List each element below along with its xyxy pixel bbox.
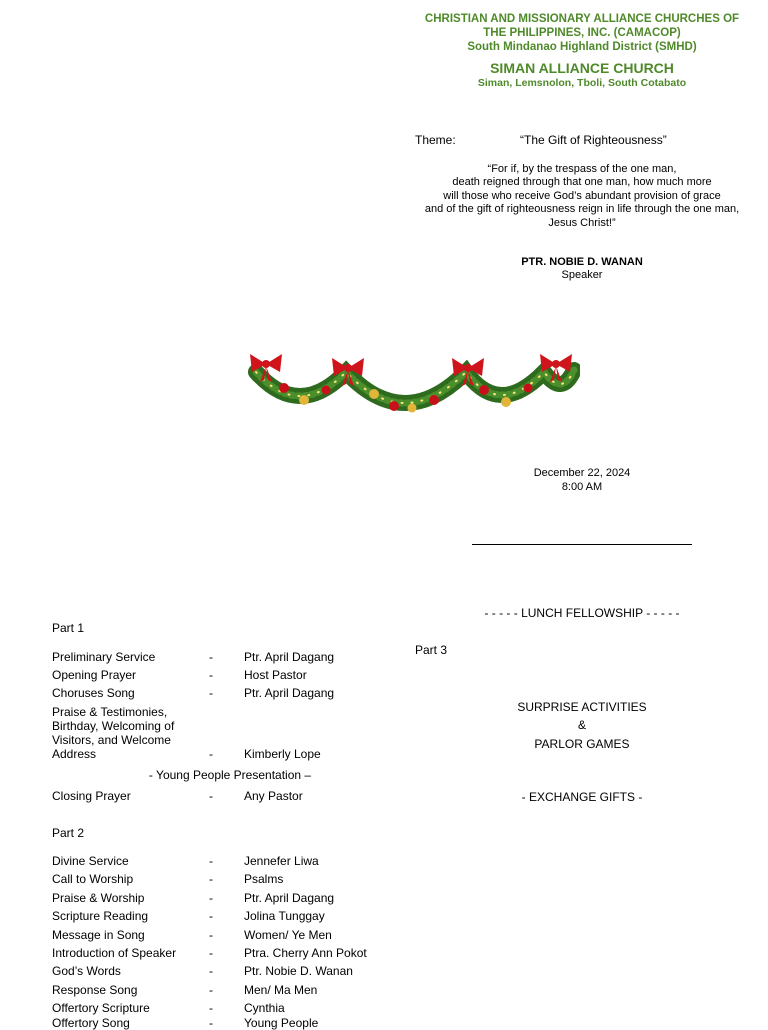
church-name: SIMAN ALLIANCE CHURCH bbox=[490, 60, 674, 76]
program-item: Call to Worship bbox=[52, 872, 134, 886]
program-dash: - bbox=[209, 983, 213, 997]
program-dash: - bbox=[209, 854, 213, 868]
program-item: Divine Service bbox=[52, 854, 129, 868]
verse-line: death reigned through that one man, how much more bbox=[452, 176, 712, 189]
program-person: Ptr. Nobie D. Wanan bbox=[244, 964, 353, 978]
program-item: Preliminary Service bbox=[52, 650, 156, 664]
program-item: Choruses Song bbox=[52, 686, 135, 700]
program-dash: - bbox=[209, 668, 213, 682]
church-address: Siman, Lemsnolon, Tboli, South Cotabato bbox=[477, 77, 687, 89]
theme-value: “The Gift of Righteousness” bbox=[520, 133, 667, 147]
program-dash: - bbox=[209, 964, 213, 978]
org-name bbox=[404, 12, 760, 40]
program-dash: - bbox=[209, 872, 213, 886]
speaker-name: PTR. NOBIE D. WANAN bbox=[521, 256, 643, 268]
verse-line: will those who receive God’s abundant provision of grace bbox=[443, 189, 721, 202]
program-person: Kimberly Lope bbox=[244, 747, 321, 761]
program-person: Ptr. April Dagang bbox=[244, 891, 335, 905]
program-dash: - bbox=[209, 686, 213, 700]
program-person: Psalms bbox=[244, 872, 284, 886]
program-person: Young People bbox=[244, 1016, 319, 1030]
program-person: Women/ Ye Men bbox=[244, 928, 332, 942]
program-person: Jolina Tunggay bbox=[244, 909, 325, 923]
part1-label: Part 1 bbox=[52, 621, 85, 635]
program-dash: - bbox=[209, 946, 213, 960]
verse-line: “For if, by the trespass of the one man, bbox=[487, 163, 677, 175]
program-dash: - bbox=[209, 747, 213, 761]
event-time: 8:00 AM bbox=[561, 480, 603, 493]
org-name-line1: CHRISTIAN AND MISSIONARY ALLIANCE CHURCHES OF bbox=[424, 13, 740, 25]
program-person: Host Pastor bbox=[244, 668, 307, 682]
surprise-activities bbox=[404, 698, 760, 753]
program-item: Message in Song bbox=[52, 928, 145, 942]
program-dash: - bbox=[209, 789, 213, 803]
part2-label: Part 2 bbox=[52, 826, 85, 840]
program-person: Any Pastor bbox=[244, 789, 303, 803]
surprise-line: SURPRISE ACTIVITIES bbox=[517, 700, 647, 714]
program-item: Introduction of Speaker bbox=[52, 946, 177, 960]
christmas-garland-icon bbox=[244, 342, 580, 438]
program-item: God’s Words bbox=[52, 964, 121, 978]
speaker-role: Speaker bbox=[561, 269, 603, 281]
program-dash: - bbox=[209, 928, 213, 942]
org-name-line2: THE PHILIPPINES, INC. (CAMACOP) bbox=[483, 27, 681, 39]
program-item: Response Song bbox=[52, 983, 138, 997]
surprise-line: & bbox=[577, 718, 586, 733]
surprise-line: PARLOR GAMES bbox=[534, 736, 630, 751]
part3-label: Part 3 bbox=[415, 643, 448, 657]
program-item: Opening Prayer bbox=[52, 668, 137, 682]
program-person: Men/ Ma Men bbox=[244, 983, 318, 997]
program-person: Jennefer Liwa bbox=[244, 854, 319, 868]
program-dash: - bbox=[209, 891, 213, 905]
program-item: Praise & Worship bbox=[52, 891, 145, 905]
bible-verse bbox=[404, 163, 760, 230]
program-item: Scripture Reading bbox=[52, 909, 149, 923]
program-person: Ptr. April Dagang bbox=[244, 650, 335, 664]
verse-line: and of the gift of righteousness reign in life through the one man, bbox=[424, 203, 740, 216]
program-person: Cynthia bbox=[244, 1001, 285, 1015]
program-dash: - bbox=[209, 909, 213, 923]
verse-line: Jesus Christ!” bbox=[548, 216, 616, 229]
lunch-fellowship: - - - - - LUNCH FELLOWSHIP - - - - - bbox=[484, 606, 680, 620]
program-item: Offertory Song bbox=[52, 1016, 130, 1030]
program-item: Closing Prayer bbox=[52, 789, 131, 803]
exchange-gifts: - EXCHANGE GIFTS - bbox=[521, 790, 643, 804]
program-item: Praise & Testimonies, Birthday, Welcoming of Visitors, and Welcome Address bbox=[52, 705, 175, 761]
theme-label: Theme: bbox=[415, 133, 456, 147]
program-dash: - bbox=[209, 1016, 213, 1030]
program-person: Ptra. Cherry Ann Pokot bbox=[244, 946, 367, 960]
divider-line bbox=[472, 544, 692, 545]
program-item: Offertory Scripture bbox=[52, 1001, 150, 1015]
district-name: South Mindanao Highland District (SMHD) bbox=[467, 41, 697, 53]
program-dash: - bbox=[209, 650, 213, 664]
event-datetime bbox=[404, 467, 760, 494]
program-dash: - bbox=[209, 1001, 213, 1015]
event-date: December 22, 2024 bbox=[533, 467, 631, 479]
program-person: Ptr. April Dagang bbox=[244, 686, 335, 700]
young-people-presentation: - Young People Presentation – bbox=[148, 768, 312, 782]
garland-drawing bbox=[244, 342, 580, 438]
